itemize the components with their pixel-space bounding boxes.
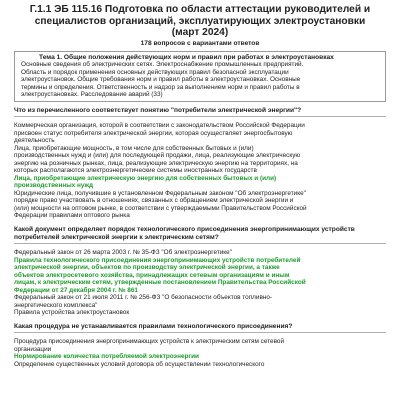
answer-list bbox=[14, 249, 386, 317]
answer-line: производственных нужд bbox=[14, 182, 94, 190]
answer-line: Федеральный закон от 26 марта 2003 г. № 35-ФЗ "Об электроэнергетике" bbox=[14, 249, 233, 257]
question-divider bbox=[14, 243, 386, 244]
answer-option bbox=[14, 338, 386, 353]
answer-option bbox=[14, 294, 386, 309]
answer-line: электрической энергии, объектов по производству электрической энергии, а также bbox=[14, 264, 280, 272]
answer-line: Федерации правилами оптового рынка bbox=[14, 212, 130, 220]
answer-list bbox=[14, 338, 386, 368]
answer-line: Определение существенных условий договора об осуществлении технологического bbox=[14, 360, 265, 368]
correct-answer-option bbox=[14, 175, 386, 190]
answer-line: деятельность bbox=[14, 137, 55, 145]
title-line-3: (март 2024) bbox=[171, 27, 229, 39]
answer-line: Нормирование количества потребляемой электроэнергии bbox=[14, 353, 199, 361]
answer-line: объектов электросетевого хозяйства, принадлежащих сетевым организациям и иным bbox=[14, 271, 290, 279]
topic-line: электроустановок. Общие требования норм и правил работы в электроустановках. Основные bbox=[21, 76, 301, 84]
question-divider bbox=[14, 332, 386, 333]
correct-answer-option bbox=[14, 257, 386, 295]
question-divider bbox=[14, 116, 386, 117]
answer-option bbox=[14, 190, 386, 220]
answer-option bbox=[14, 249, 386, 257]
answer-line: Правила устройства электроустановок bbox=[14, 309, 130, 317]
title-line-1: Г.1.1 ЭБ 115.16 Подготовка по области аттестации руководителей и bbox=[29, 4, 371, 15]
answer-line: Юридические лица, получившие в установленном Федеральным законом "Об электроэнергетике" bbox=[14, 189, 306, 197]
answer-line: Лица, приобретающие мощность, в том числе для собственных бытовых и (или) bbox=[14, 144, 254, 152]
answer-line: лицам, к электрическим сетям, утвержденные постановлением Правительства Российской bbox=[14, 279, 306, 287]
answer-line: Коммерческая организация, которой в соответствии с законодательством Российской Федерации bbox=[14, 122, 305, 130]
question-text: Что из перечисленного соответствует понятию "потребители электрической энергии"? bbox=[14, 106, 302, 114]
answer-line: Федеральный закон от 21 июля 2011 г. № 256-ФЗ "О безопасности объектов топливно- bbox=[14, 294, 273, 302]
answer-option bbox=[14, 361, 386, 369]
answer-line: присвоен статус потребителя электрической энергии, которая осуществляет энергосбытовую bbox=[14, 129, 293, 137]
document-subtitle: 178 вопросов с вариантами ответов bbox=[140, 39, 260, 47]
answer-line: (или) мощности на оптовом рынке, в соответствии с утверждаемыми Правительством Российской bbox=[14, 204, 307, 212]
answer-list bbox=[14, 122, 386, 220]
answer-line: энергию на розничных рынках, лица, реализующие электрическую энергию на территориях, на bbox=[14, 159, 298, 167]
answer-line: Лица, приобретающие электрическую энергию для собственных бытовых и (или) bbox=[14, 174, 277, 182]
answer-option bbox=[14, 145, 386, 175]
question-text: Какая процедура не устанавливается правилами технологического присоединения? bbox=[14, 322, 293, 330]
topic-line: электроустановках. Расследование аварий (33) bbox=[21, 91, 163, 99]
answer-line: организации bbox=[14, 345, 52, 353]
topic-line: Основные сведения об электрических сетях. Электроснабжение промышленных предприятий. bbox=[21, 61, 304, 69]
answer-option bbox=[14, 309, 386, 317]
topic-line: Область и порядок применения основных действующих правил безопасной эксплуатации bbox=[21, 68, 289, 76]
question-text: Какой документ определяет порядок технологического присоединения энергопринимающих устройств потребителей электрической энергии к электрическим сетям? bbox=[14, 225, 355, 241]
answer-line: производственных нужд и (или) для последующей продажи, лица, реализующие электрическую bbox=[14, 152, 301, 160]
answer-line: Правила технологического присоединения энергопринимающих устройств потребителей bbox=[14, 256, 301, 264]
topic-heading: Тема 1. Общие положения действующих норм и правил при работах в электроустановках bbox=[39, 53, 334, 61]
answer-line: энергетического комплекса" bbox=[14, 301, 98, 309]
answer-line: которых располагаются электроэнергетические системы иностранных государств bbox=[14, 167, 257, 175]
answer-line: Процедура присоединения энергопринимающих устройств к электрическим сетям сетевой bbox=[14, 338, 285, 346]
answer-option bbox=[14, 122, 386, 145]
topic-line: термины и определения. Ответственность и надзор за выполнением норм и правил работы в bbox=[21, 83, 300, 91]
topic-box bbox=[14, 51, 386, 102]
answer-line: Федерации от 27 декабря 2004 г. № 861 bbox=[14, 286, 138, 294]
title-line-2: специалистов организаций, эксплуатирующих электроустановки bbox=[34, 15, 366, 27]
answer-line: порядке право участвовать в отношениях, связанных с обращением электрической энергии и bbox=[14, 197, 294, 205]
document-title bbox=[14, 4, 386, 39]
correct-answer-option bbox=[14, 353, 386, 361]
